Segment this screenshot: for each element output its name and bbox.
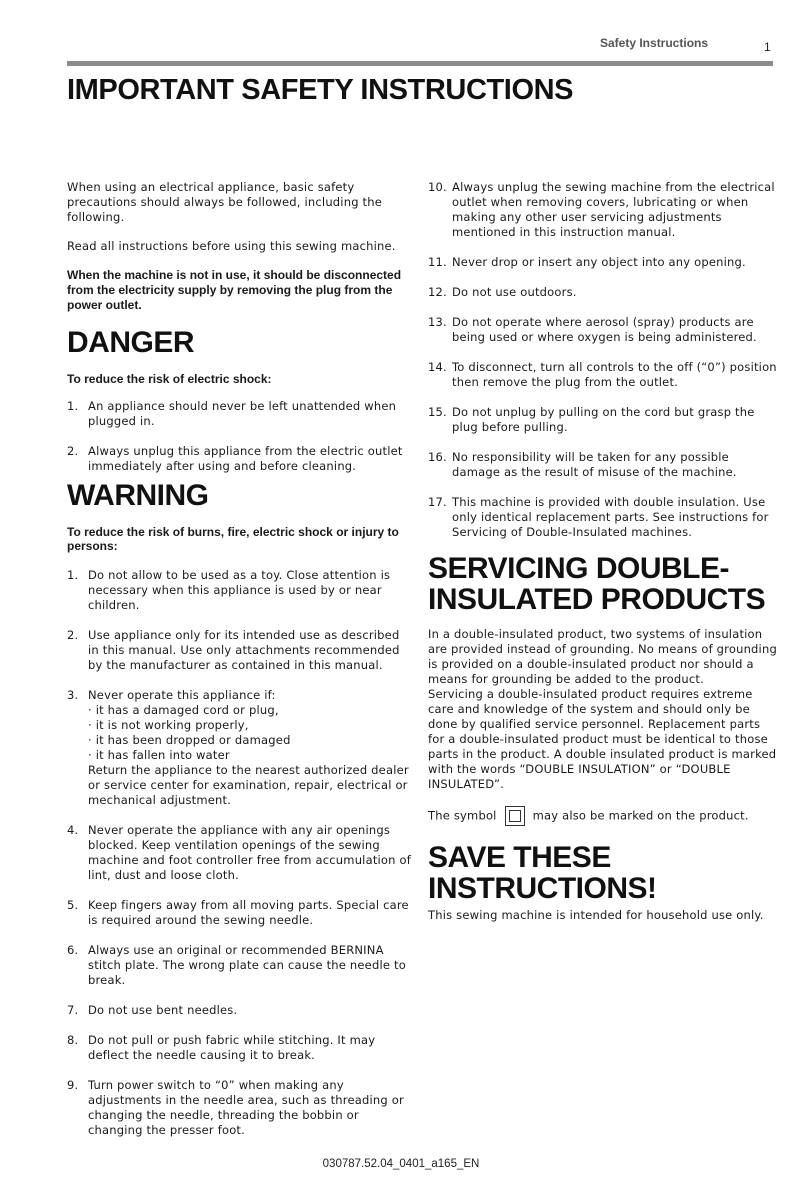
page-title: IMPORTANT SAFETY INSTRUCTIONS: [67, 74, 574, 106]
sub-item: · it is not working properly,: [88, 718, 249, 732]
warning-heading: WARNING: [67, 479, 209, 512]
list-item: 2. Use appliance only for its intended use as described in this manual. Use only attachments recommended by the manufacturer as contained in this manual.: [67, 628, 400, 672]
servicing-paragraph: In a double-insulated product, two systems of insulation are provided instead of grounding. No means of grounding is provided on a double-insulated product nor should a means for grounding be added to the product.: [428, 627, 777, 686]
list-item: 13. Do not operate where aerosol (spray) products are being used or where oxygen is being administered.: [428, 315, 757, 344]
list-item: 6. Always use an original or recommended BERNINA stitch plate. The wrong plate can cause the needle to break.: [67, 943, 406, 987]
warning-list-continued: [428, 180, 778, 540]
double-insulation-symbol-icon: [505, 806, 525, 826]
servicing-paragraph: Servicing a double-insulated product requires extreme care and knowledge of the system and should only be done by qualified service personnel. Replacement parts for a double-insulated product must be identical to those parts in the product. A double insulated product is marked with the words “DOUBLE INSULATION” or “DOUBLE INSULATED”.: [428, 687, 777, 791]
symbol-line: The symbol may also be marked on the product.: [428, 806, 778, 826]
save-heading: SAVE THESE INSTRUCTIONS!: [428, 841, 657, 905]
household-note: This sewing machine is intended for household use only.: [428, 908, 764, 922]
sub-item: · it has been dropped or damaged: [88, 733, 291, 747]
list-item: 5. Keep fingers away from all moving parts. Special care is required around the sewing needle.: [67, 898, 409, 927]
list-item: 2. Always unplug this appliance from the electric outlet immediately after using and before cleaning.: [67, 444, 403, 473]
document-code: 030787.52.04_0401_a165_EN: [322, 1158, 480, 1170]
warning-list: [67, 568, 412, 1138]
list-item: 1. Do not allow to be used as a toy. Close attention is necessary when this appliance is used by or near children.: [67, 568, 391, 612]
servicing-section: [428, 553, 778, 923]
list-item: 4. Never operate the appliance with any air openings blocked. Keep ventilation openings of the sewing machine and foot controller free from accumulation of lint, dust and loose cloth.: [67, 823, 411, 882]
sub-item-note: Return the appliance to the nearest authorized dealer or service center for examination, repair, electrical or mechanical adjustment.: [88, 763, 409, 807]
list-item: 10. Always unplug the sewing machine from the electrical outlet when removing covers, lubricating or when making any other user servicing adjustments mentioned in this instruction manual.: [428, 180, 775, 239]
list-item: 8. Do not pull or push fabric while stitching. It may deflect the needle causing it to break.: [67, 1033, 376, 1062]
list-item: 17. This machine is provided with double insulation. Use only identical replacement parts. See instructions for Servicing of Double-Insulated machines.: [428, 495, 769, 539]
servicing-heading: SERVICING DOUBLE- INSULATED PRODUCTS: [428, 552, 766, 616]
list-item: 14. To disconnect, turn all controls to the off (“0”) position then remove the plug from the outlet.: [428, 360, 777, 389]
list-item: 11. Never drop or insert any object into any opening.: [428, 255, 746, 269]
sub-item: · it has a damaged cord or plug,: [88, 703, 279, 717]
left-column: [67, 180, 412, 1153]
list-item: 12. Do not use outdoors.: [428, 285, 577, 299]
header-section-label: Safety Instructions: [600, 36, 709, 50]
list-item: 9. Turn power switch to “0” when making any adjustments in the needle area, such as threading or changing the needle, threading the bobbin or changing the presser foot.: [67, 1078, 404, 1137]
danger-list: [67, 399, 412, 474]
intro-bold-paragraph: When the machine is not in use, it should be disconnected from the electricity supply by removing the plug from the power outlet.: [67, 268, 402, 312]
list-item: 16. No responsibility will be taken for any possible damage as the result of misuse of the machine.: [428, 450, 737, 479]
warning-subheading: To reduce the risk of burns, fire, electric shock or injury to persons:: [67, 525, 399, 553]
intro-paragraph: When using an electrical appliance, basic safety precautions should always be followed, including the following.: [67, 180, 383, 224]
list-item: 7. Do not use bent needles.: [67, 1003, 238, 1017]
list-item: 15. Do not unplug by pulling on the cord but grasp the plug before pulling.: [428, 405, 755, 434]
intro-paragraph: Read all instructions before using this sewing machine.: [67, 239, 396, 253]
sub-item: · it has fallen into water: [88, 748, 230, 762]
list-item: 3. Never operate this appliance if: · it has a damaged cord or plug, · it is not working properly, · it has been dropped or damaged · it has fallen into water Return the appliance to the nearest authorized dealer or service center for examination, repair, electrical or mechanical adjustment.: [67, 688, 412, 808]
header-rule: [67, 61, 773, 66]
danger-heading: DANGER: [67, 326, 195, 359]
right-column: [428, 180, 778, 555]
danger-subheading: To reduce the risk of electric shock:: [67, 372, 272, 386]
page-number: 1: [764, 40, 771, 54]
list-item: 1. An appliance should never be left unattended when plugged in.: [67, 399, 397, 428]
